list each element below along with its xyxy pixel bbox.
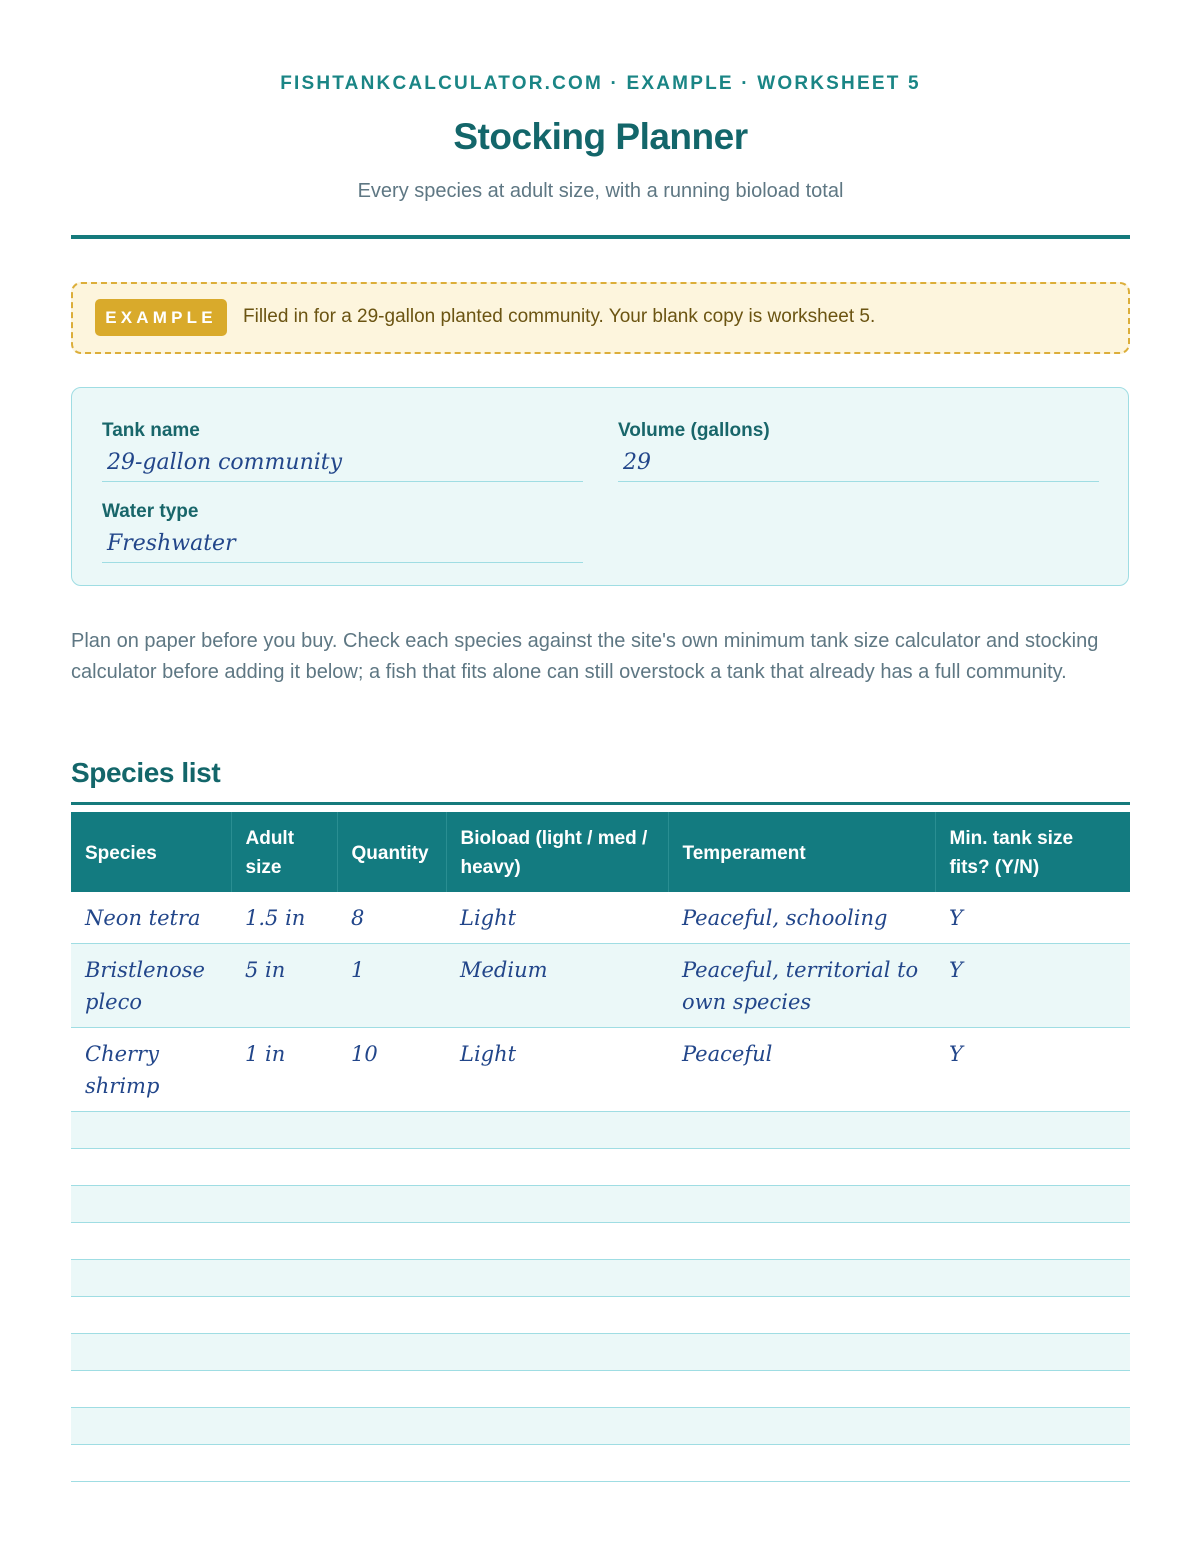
cell-adult-size[interactable]: [231, 1445, 337, 1482]
blank-table-row: [71, 1112, 1130, 1149]
cell-adult-size[interactable]: [231, 1223, 337, 1260]
intro-paragraph: Plan on paper before you buy. Check each species against the site's own minimum tank size calculator and stocking calculator before adding it below; a fish that fits alone can still overstock a tank that already has a full community.: [71, 630, 1099, 683]
cell-adult-size[interactable]: [231, 1371, 337, 1408]
cell-adult-size[interactable]: [231, 1149, 337, 1186]
blank-table-row: [71, 1186, 1130, 1223]
cell-species[interactable]: [71, 1371, 231, 1408]
cell-quantity[interactable]: [337, 1112, 446, 1149]
cell-adult-size[interactable]: 1 in: [231, 1028, 337, 1112]
cell-min-tank-fits[interactable]: Y: [935, 892, 1130, 944]
water-type-label: Water type: [102, 501, 199, 522]
cell-species[interactable]: Bristlenose pleco: [71, 944, 231, 1028]
water-type-value[interactable]: Freshwater: [102, 529, 583, 563]
cell-species[interactable]: [71, 1297, 231, 1334]
page-subtitle: Every species at adult size, with a running bioload total: [357, 180, 844, 202]
cell-min-tank-fits[interactable]: [935, 1260, 1130, 1297]
example-notice-text: Filled in for a 29-gallon planted community. Your blank copy is worksheet 5.: [243, 306, 876, 327]
cell-temperament[interactable]: [668, 1149, 935, 1186]
blank-table-row: [71, 1408, 1130, 1445]
cell-min-tank-fits[interactable]: [935, 1223, 1130, 1260]
cell-quantity[interactable]: 10: [337, 1028, 446, 1112]
cell-species[interactable]: [71, 1334, 231, 1371]
blank-table-row: [71, 1260, 1130, 1297]
cell-bioload[interactable]: [446, 1445, 668, 1482]
blank-table-row: [71, 1445, 1130, 1482]
species-section-title: Species list: [71, 757, 221, 788]
column-header-min-tank-fits: Min. tank size fits? (Y/N): [935, 812, 1130, 892]
cell-adult-size[interactable]: [231, 1112, 337, 1149]
cell-temperament[interactable]: [668, 1223, 935, 1260]
cell-species[interactable]: [71, 1445, 231, 1482]
cell-bioload[interactable]: [446, 1371, 668, 1408]
tank-name-field: [102, 420, 583, 482]
cell-bioload[interactable]: Medium: [446, 944, 668, 1028]
volume-value[interactable]: 29: [618, 448, 1099, 482]
cell-temperament[interactable]: [668, 1445, 935, 1482]
cell-min-tank-fits[interactable]: [935, 1371, 1130, 1408]
species-table: [71, 812, 1130, 1482]
column-header-temperament: Temperament: [668, 812, 935, 892]
cell-quantity[interactable]: [337, 1445, 446, 1482]
cell-bioload[interactable]: [446, 1149, 668, 1186]
volume-label: Volume (gallons): [618, 420, 770, 441]
cell-bioload[interactable]: [446, 1223, 668, 1260]
cell-adult-size[interactable]: [231, 1260, 337, 1297]
cell-bioload[interactable]: [446, 1260, 668, 1297]
cell-temperament[interactable]: [668, 1334, 935, 1371]
cell-adult-size[interactable]: [231, 1408, 337, 1445]
cell-temperament[interactable]: [668, 1186, 935, 1223]
cell-quantity[interactable]: [337, 1334, 446, 1371]
cell-min-tank-fits[interactable]: Y: [935, 944, 1130, 1028]
cell-species[interactable]: Neon tetra: [71, 892, 231, 944]
cell-temperament[interactable]: [668, 1408, 935, 1445]
cell-min-tank-fits[interactable]: [935, 1112, 1130, 1149]
water-type-field: [102, 501, 583, 563]
section-divider: [71, 802, 1130, 805]
cell-bioload[interactable]: [446, 1297, 668, 1334]
cell-min-tank-fits[interactable]: [935, 1334, 1130, 1371]
table-row: [71, 944, 1130, 1028]
cell-bioload[interactable]: Light: [446, 1028, 668, 1112]
table-row: [71, 892, 1130, 944]
table-header-row: [71, 812, 1130, 892]
cell-quantity[interactable]: 8: [337, 892, 446, 944]
example-notice: [71, 282, 1130, 354]
tank-info-panel: [71, 387, 1129, 586]
tank-name-value[interactable]: 29-gallon community: [102, 448, 583, 482]
site-kicker: FISHTANKCALCULATOR.COM · EXAMPLE · WORKSHEET 5: [280, 73, 921, 94]
cell-bioload[interactable]: [446, 1408, 668, 1445]
cell-quantity[interactable]: [337, 1223, 446, 1260]
volume-field: [618, 420, 1099, 482]
cell-adult-size[interactable]: 1.5 in: [231, 892, 337, 944]
cell-species[interactable]: Cherry shrimp: [71, 1028, 231, 1112]
cell-quantity[interactable]: [337, 1371, 446, 1408]
cell-quantity[interactable]: [337, 1297, 446, 1334]
cell-adult-size[interactable]: [231, 1186, 337, 1223]
blank-table-row: [71, 1297, 1130, 1334]
cell-min-tank-fits[interactable]: [935, 1149, 1130, 1186]
blank-table-row: [71, 1223, 1130, 1260]
column-header-species: Species: [71, 812, 231, 892]
column-header-adult-size: Adult size: [231, 812, 337, 892]
cell-temperament[interactable]: [668, 1297, 935, 1334]
page-title: Stocking Planner: [453, 116, 748, 157]
cell-bioload[interactable]: Light: [446, 892, 668, 944]
cell-min-tank-fits[interactable]: Y: [935, 1028, 1130, 1112]
cell-temperament[interactable]: [668, 1112, 935, 1149]
cell-adult-size[interactable]: [231, 1334, 337, 1371]
cell-species[interactable]: [71, 1149, 231, 1186]
cell-temperament[interactable]: Peaceful: [668, 1028, 935, 1112]
table-row: [71, 1028, 1130, 1112]
cell-bioload[interactable]: [446, 1186, 668, 1223]
cell-quantity[interactable]: [337, 1408, 446, 1445]
tank-name-label: Tank name: [102, 420, 200, 441]
cell-temperament[interactable]: Peaceful, territorial to own species: [668, 944, 935, 1028]
example-badge: EXAMPLE: [95, 299, 227, 336]
cell-adult-size[interactable]: [231, 1297, 337, 1334]
cell-temperament[interactable]: Peaceful, schooling: [668, 892, 935, 944]
cell-species[interactable]: [71, 1186, 231, 1223]
cell-quantity[interactable]: [337, 1186, 446, 1223]
cell-min-tank-fits[interactable]: [935, 1408, 1130, 1445]
cell-bioload[interactable]: [446, 1334, 668, 1371]
cell-species[interactable]: [71, 1112, 231, 1149]
cell-species[interactable]: [71, 1223, 231, 1260]
cell-quantity[interactable]: [337, 1149, 446, 1186]
column-header-quantity: Quantity: [337, 812, 446, 892]
cell-species[interactable]: [71, 1260, 231, 1297]
blank-table-row: [71, 1149, 1130, 1186]
column-header-bioload: Bioload (light / med / heavy): [446, 812, 668, 892]
blank-table-row: [71, 1371, 1130, 1408]
header-divider: [71, 235, 1130, 239]
cell-bioload[interactable]: [446, 1112, 668, 1149]
cell-min-tank-fits[interactable]: [935, 1445, 1130, 1482]
cell-quantity[interactable]: 1: [337, 944, 446, 1028]
cell-temperament[interactable]: [668, 1260, 935, 1297]
cell-species[interactable]: [71, 1408, 231, 1445]
blank-table-row: [71, 1334, 1130, 1371]
cell-temperament[interactable]: [668, 1371, 935, 1408]
cell-min-tank-fits[interactable]: [935, 1297, 1130, 1334]
cell-quantity[interactable]: [337, 1260, 446, 1297]
cell-min-tank-fits[interactable]: [935, 1186, 1130, 1223]
cell-adult-size[interactable]: 5 in: [231, 944, 337, 1028]
